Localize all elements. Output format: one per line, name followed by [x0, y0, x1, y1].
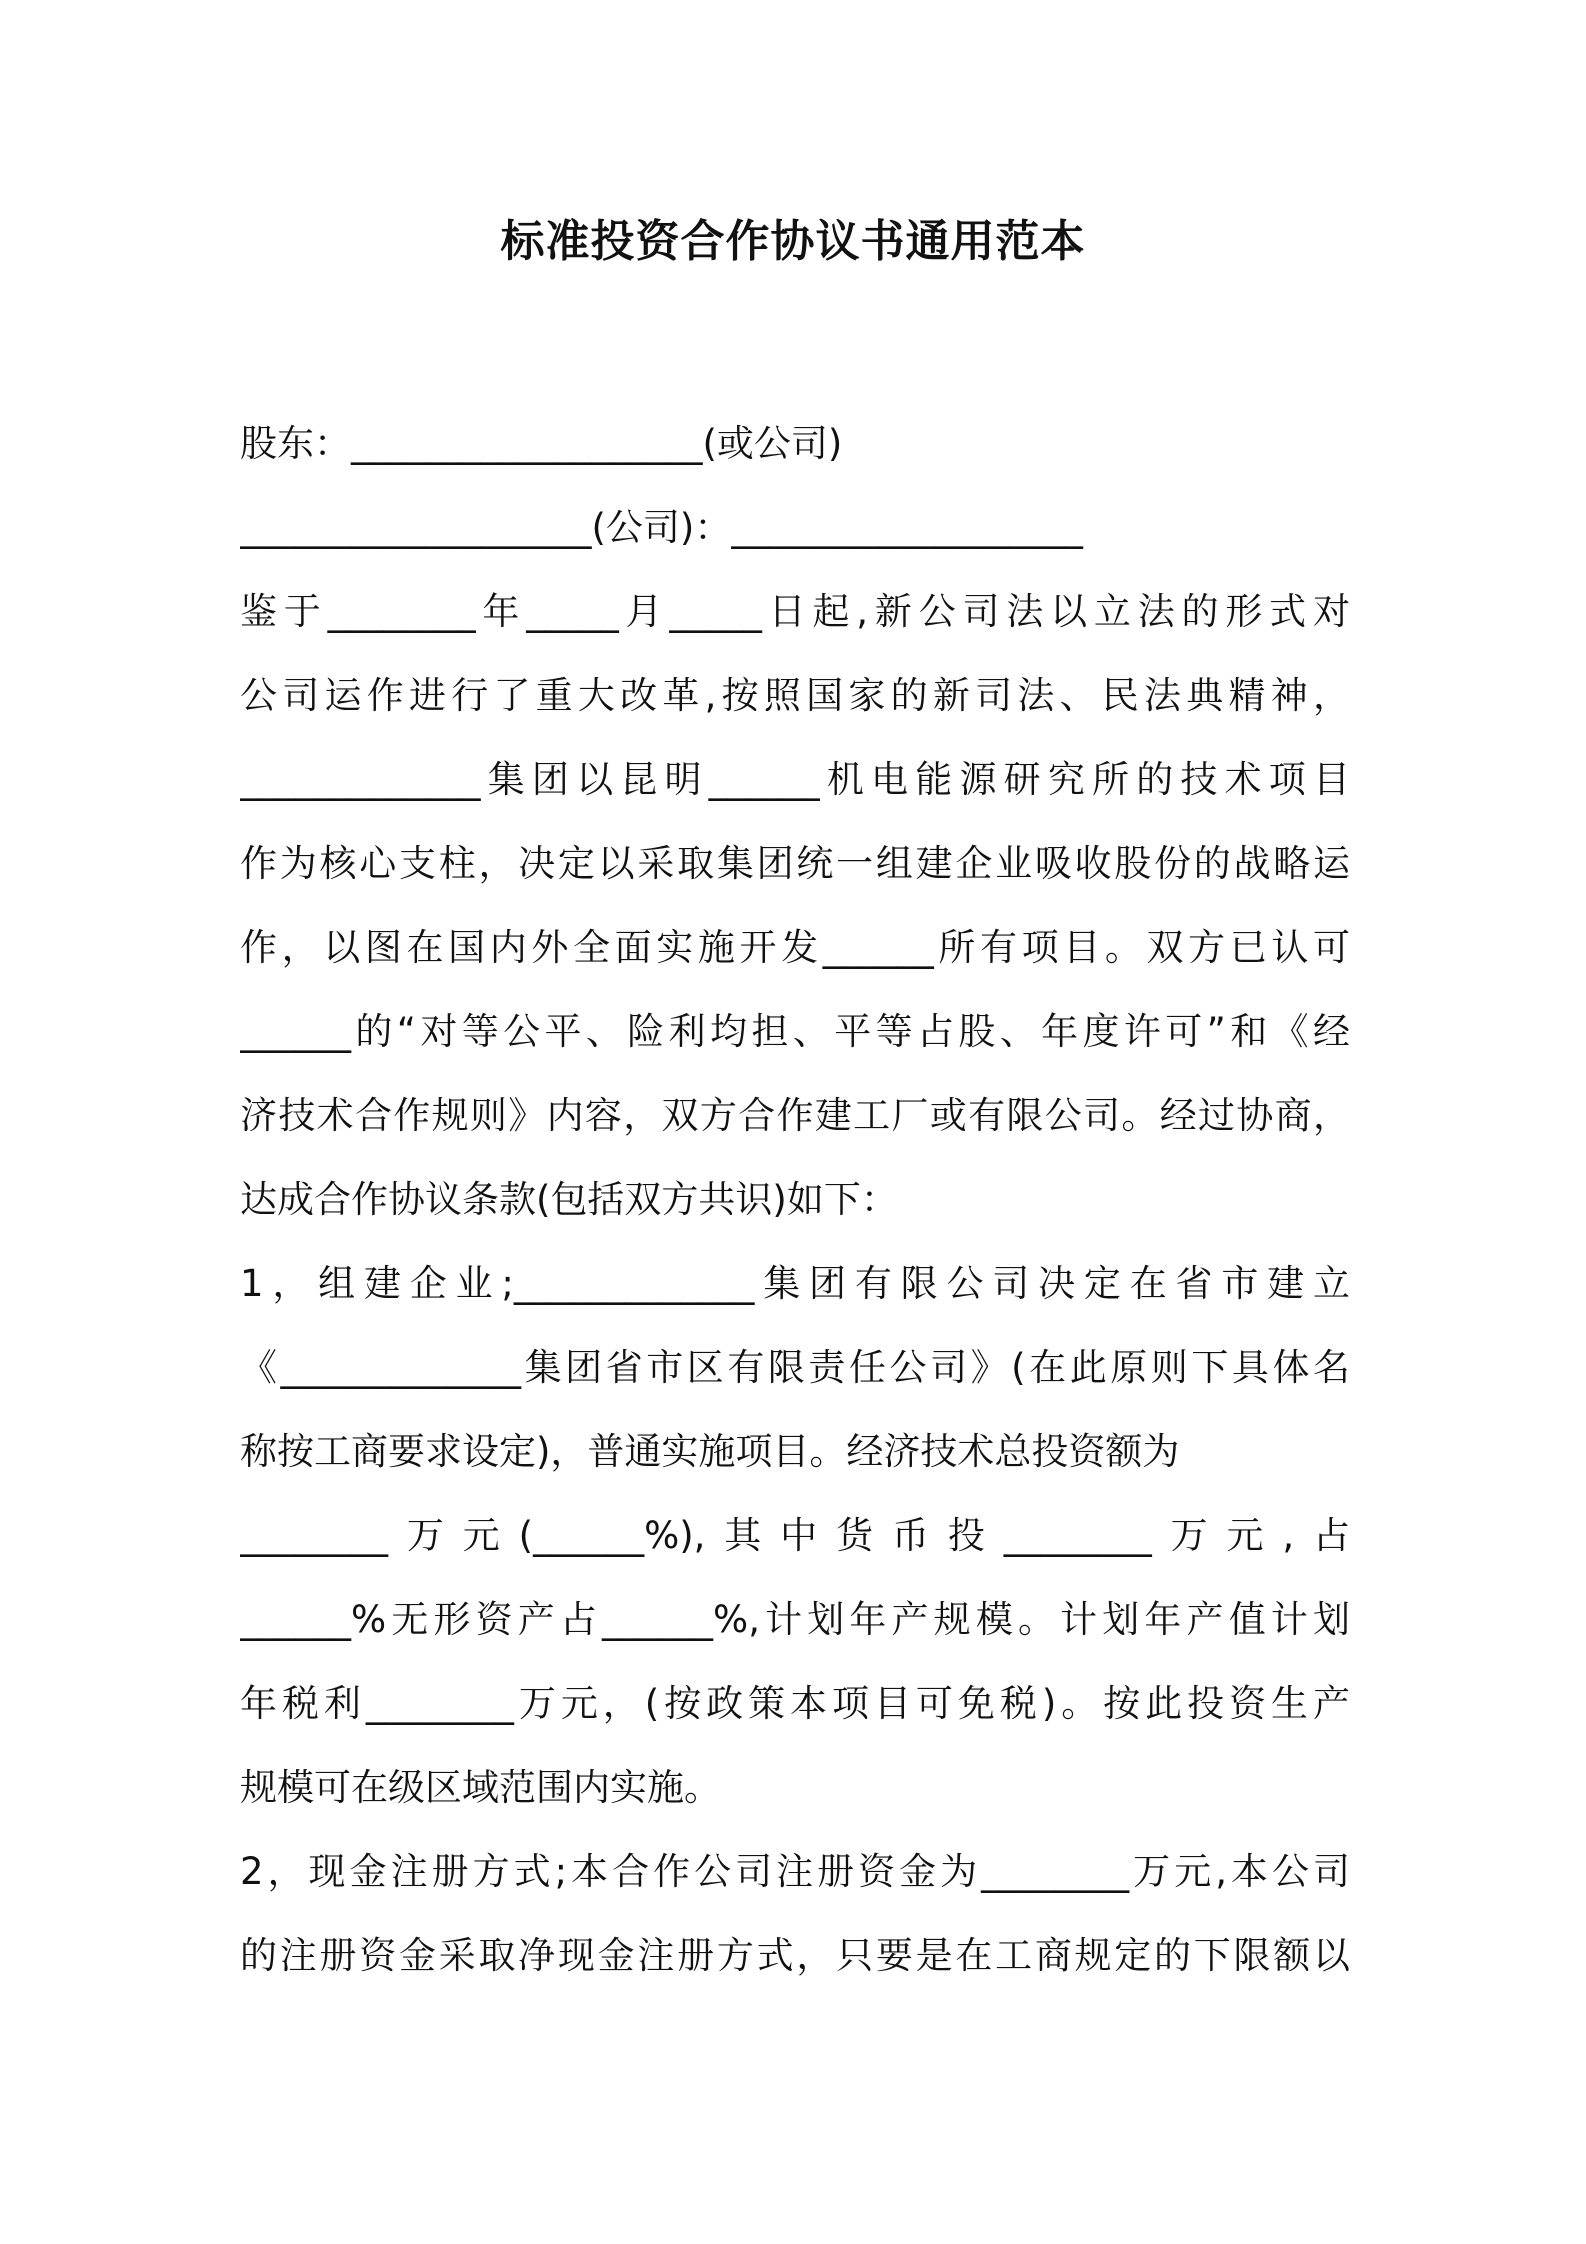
- body-line: _____________集团以昆明______机电能源研究所的技术项目: [240, 758, 1350, 801]
- body-line: 公司运作进行了重大改革,按照国家的新司法、民法典精神，: [240, 674, 1350, 717]
- body-line: 作为核心支柱，决定以采取集团统一组建企业吸收股份的战略运: [240, 842, 1350, 885]
- body-line: 作，以图在国内外全面实施开发______所有项目。双方已认可: [240, 926, 1350, 969]
- body-line: 股东：___________________(或公司): [240, 422, 843, 465]
- body-line: ______的“对等公平、险利均担、平等占股、年度许可”和《经: [240, 1010, 1350, 1053]
- body-line: 《_____________集团省市区有限责任公司》(在此原则下具体名: [240, 1346, 1350, 1389]
- document-title: 标准投资合作协议书通用范本: [500, 216, 1086, 267]
- body-line: 达成合作协议条款(包括双方共识)如下：: [240, 1178, 898, 1221]
- body-line: 年税利________万元，(按政策本项目可免税)。按此投资生产: [240, 1682, 1350, 1725]
- body-line: ___________________(公司)：___________________: [240, 506, 1083, 549]
- body-line: 鉴于________年_____月_____日起,新公司法以立法的形式对: [240, 590, 1350, 633]
- body-line: ________万元(______%),其中货币投________万元,占: [240, 1514, 1350, 1557]
- body-line: 1，组建企业;_____________集团有限公司决定在省市建立: [240, 1262, 1350, 1305]
- body-line: ______%无形资产占______%,计划年产规模。计划年产值计划: [240, 1598, 1350, 1641]
- body-line: 称按工商要求设定)，普通实施项目。经济技术总投资额为: [240, 1430, 1180, 1473]
- body-line: 的注册资金采取净现金注册方式，只要是在工商规定的下限额以: [240, 1934, 1350, 1977]
- body-line: 济技术合作规则》内容，双方合作建工厂或有限公司。经过协商，: [240, 1094, 1350, 1137]
- body-line: 规模可在级区域范围内实施。: [240, 1766, 721, 1809]
- body-line: 2，现金注册方式;本合作公司注册资金为________万元,本公司: [240, 1850, 1350, 1893]
- document-body: [240, 402, 1350, 1998]
